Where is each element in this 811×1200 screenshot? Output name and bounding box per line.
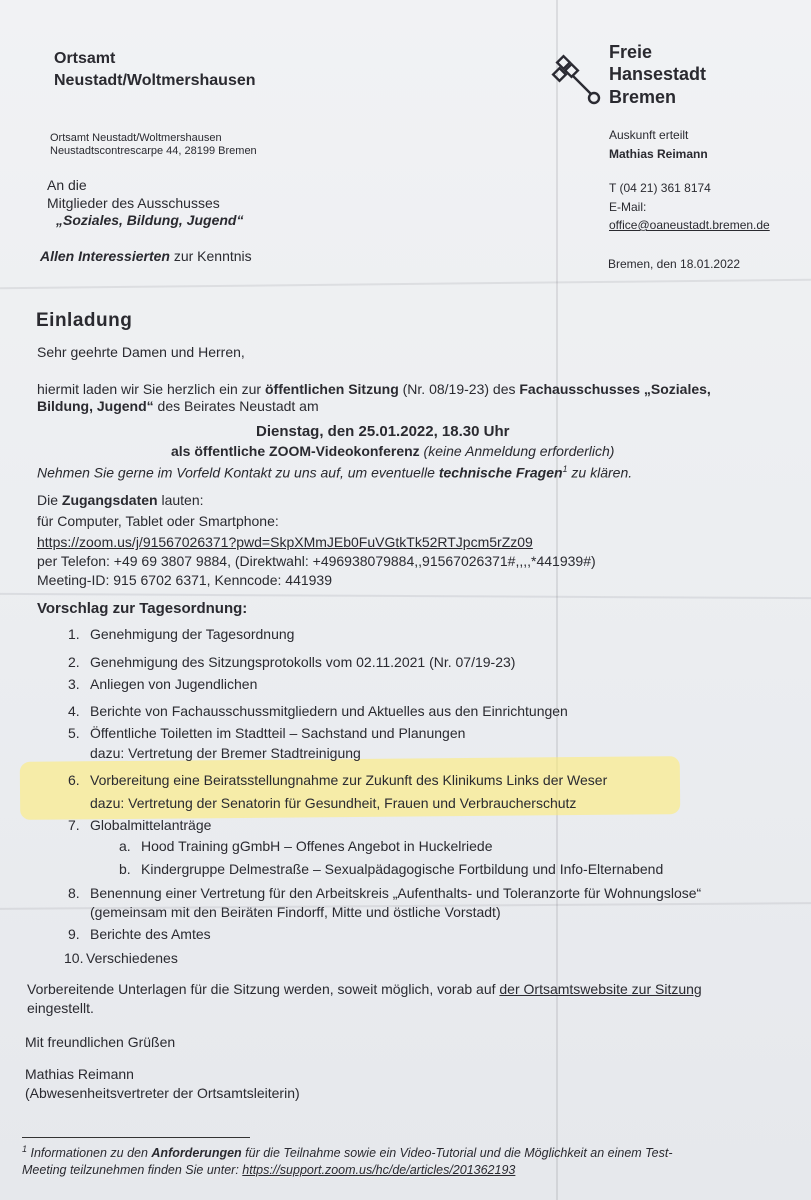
agenda-item [68,703,568,719]
agenda-sub-num: b. [119,861,131,877]
documents-text: Vorbereitende Unterlagen für die Sitzung werden, soweit möglich, vorab auf [27,981,500,997]
info-label: Auskunft erteilt [609,128,689,142]
agenda-num: 7. [68,817,80,833]
format-bold: als öffentliche ZOOM-Videokonferenz [171,443,420,459]
agenda-num: 2. [68,654,80,670]
interested-line [40,248,252,264]
devices-line: für Computer, Tablet oder Smartphone: [37,513,279,529]
meeting-id-line: Meeting-ID: 915 6702 6371, Kenncode: 441939 [37,572,333,588]
contact-name: Mathias Reimann [609,147,708,161]
agenda-sub-note: dazu: Vertretung der Bremer Stadtreinigung [90,745,361,761]
meeting-date: Dienstag, den 25.01.2022, 18.30 Uhr [256,423,510,440]
agenda-num: 6. [68,772,80,788]
interested-bold: Allen Interessierten [40,248,170,264]
zoom-support-link[interactable]: https://support.zoom.us/hc/de/articles/201362193 [242,1163,516,1177]
agenda-text: Verschiedenes [86,950,178,966]
format-note: (keine Anmeldung erforderlich) [419,443,615,459]
meeting-format [171,443,614,459]
access-text-a: Die [37,492,62,508]
agenda-sub-num: a. [119,838,131,854]
agenda-text: Benennung einer Vertretung für den Arbeitskreis „Aufenthalts- und Toleranzorte für Wohnungslose“ [90,885,702,901]
recipient-line1: An die [47,177,87,193]
paper-fold [0,593,811,599]
footnote-mark: 1 [22,1144,28,1154]
intro-text-a: hiermit laden wir Sie herzlich ein zur [37,381,265,397]
brand-line2: Hansestadt [609,64,707,84]
agenda-num: 9. [68,926,80,942]
agenda-text: Genehmigung der Tagesordnung [90,626,295,642]
agenda-num: 5. [68,725,80,741]
agenda-text: Globalmittelanträge [90,817,212,833]
intro-text-c: (Nr. 08/19-23) des [398,381,520,397]
footnote-divider [22,1137,250,1138]
letter-date: Bremen, den 18.01.2022 [608,257,741,271]
footnote-text-d: Meeting teilzunehmen finden Sie unter: [22,1163,243,1177]
agenda-item [68,654,515,670]
agenda-num: 1. [68,626,80,642]
contact-email-link[interactable]: office@oaneustadt.bremen.de [609,218,770,232]
interested-rest: zur Kenntnis [173,248,252,264]
intro-line1 [37,381,711,397]
email-label: E-Mail: [609,200,647,214]
paper-fold [0,279,811,289]
agenda-item [68,885,701,901]
footnote-line1 [22,1144,672,1160]
contact-note [37,464,632,481]
agenda-text: Genehmigung des Sitzungsprotokolls vom 02.11.2021 (Nr. 07/19-23) [90,654,516,670]
signer-role: (Abwesenheitsvertreter der Ortsamtsleiterin) [25,1085,300,1101]
salutation: Sehr geehrte Damen und Herren, [37,344,245,360]
footnote-line2 [22,1163,515,1177]
footnote-requirements: Anforderungen [151,1146,242,1161]
agenda-item [68,772,607,788]
agenda-sub-note: dazu: Vertretung der Senatorin für Gesundheit, Frauen und Verbraucherschutz [90,795,577,811]
intro-line2 [37,398,319,414]
closing: Mit freundlichen Grüßen [25,1034,176,1050]
documents-line [27,981,702,997]
documents-line2: eingestellt. [27,1000,94,1016]
agenda-sub-note: (gemeinsam mit den Beiräten Findorff, Mitte und östliche Vorstadt) [90,904,501,920]
bremen-key-logo-icon [551,52,603,108]
agenda-item [68,817,211,833]
agenda-text: Anliegen von Jugendlichen [90,676,258,692]
ortsamt-website-link[interactable]: der Ortsamtswebsite zur Sitzung [499,981,702,997]
agenda-num: 10. [64,950,84,966]
agenda-title: Vorschlag zur Tagesordnung: [37,600,248,617]
agenda-text: Berichte des Amtes [90,926,211,942]
agenda-subitem [119,861,663,877]
agenda-text: Öffentliche Toiletten im Stadtteil – Sachstand und Planungen [90,725,466,741]
office-name-line2: Neustadt/Woltmershausen [54,72,256,89]
recipient-committee: „Soziales, Bildung, Jugend“ [56,212,244,228]
intro-committee-cont: Bildung, Jugend“ [37,398,154,414]
contact-text-c: zu klären. [567,464,633,481]
access-line [37,492,204,508]
contact-phone: T (04 21) 361 8174 [609,181,711,195]
contact-text-a: Nehmen Sie gerne im Vorfeld Kontakt zu uns auf, um eventuelle [37,464,439,481]
agenda-item [64,950,178,966]
agenda-num: 3. [68,676,80,692]
agenda-item [68,725,465,741]
brand-line1: Freie [609,42,653,62]
agenda-num: 4. [68,703,80,719]
sender-line1: Ortsamt Neustadt/Woltmershausen [50,132,222,144]
agenda-sub-text: Kindergruppe Delmestraße – Sexualpädagogische Fortbildung und Info-Elternabend [141,861,664,877]
phone-dial-line: per Telefon: +49 69 3807 9884, (Direktwahl: +496938079884,,91567026371#,,,,*441939#) [37,553,596,569]
recipient-line2: Mitglieder des Ausschusses [47,195,220,211]
agenda-text: Berichte von Fachausschussmitgliedern und Aktuelles aus den Einrichtungen [90,703,568,719]
zoom-link[interactable]: https://zoom.us/j/91567026371?pwd=SkpXMmJEb0FuVGtkTk52RTJpcm5rZz09 [37,534,533,550]
sender-line2: Neustadtscontrescarpe 44, 28199 Bremen [50,145,257,157]
access-credentials: Zugangsdaten [61,492,158,508]
footnote-text-a: Informationen zu den [27,1146,152,1161]
footnote-ref: 1 [562,464,568,474]
agenda-item [68,676,257,692]
intro-public-session: öffentlichen Sitzung [264,381,399,397]
paper-fold [556,0,558,1200]
agenda-num: 8. [68,885,80,901]
office-name-line1: Ortsamt [54,50,116,67]
intro-text-f: des Beirates Neustadt am [153,398,319,414]
intro-committee: Fachausschusses „Soziales, [519,381,711,397]
footnote-text-c: für die Teilnahme sowie ein Video-Tutorial und die Möglichkeit an einem Test- [241,1146,673,1161]
agenda-sub-text: Hood Training gGmbH – Offenes Angebot in Huckelriede [141,838,493,854]
agenda-item [68,926,211,942]
agenda-item [68,626,294,642]
agenda-subitem [119,838,493,854]
signer-name: Mathias Reimann [25,1066,134,1082]
letter-title: Einladung [36,310,133,331]
access-text-c: lauten: [157,492,204,508]
agenda-text: Vorbereitung eine Beiratsstellungnahme zur Zukunft des Klinikums Links der Weser [90,772,608,788]
brand-line3: Bremen [609,87,677,107]
contact-technical: technische Fragen [438,464,563,481]
